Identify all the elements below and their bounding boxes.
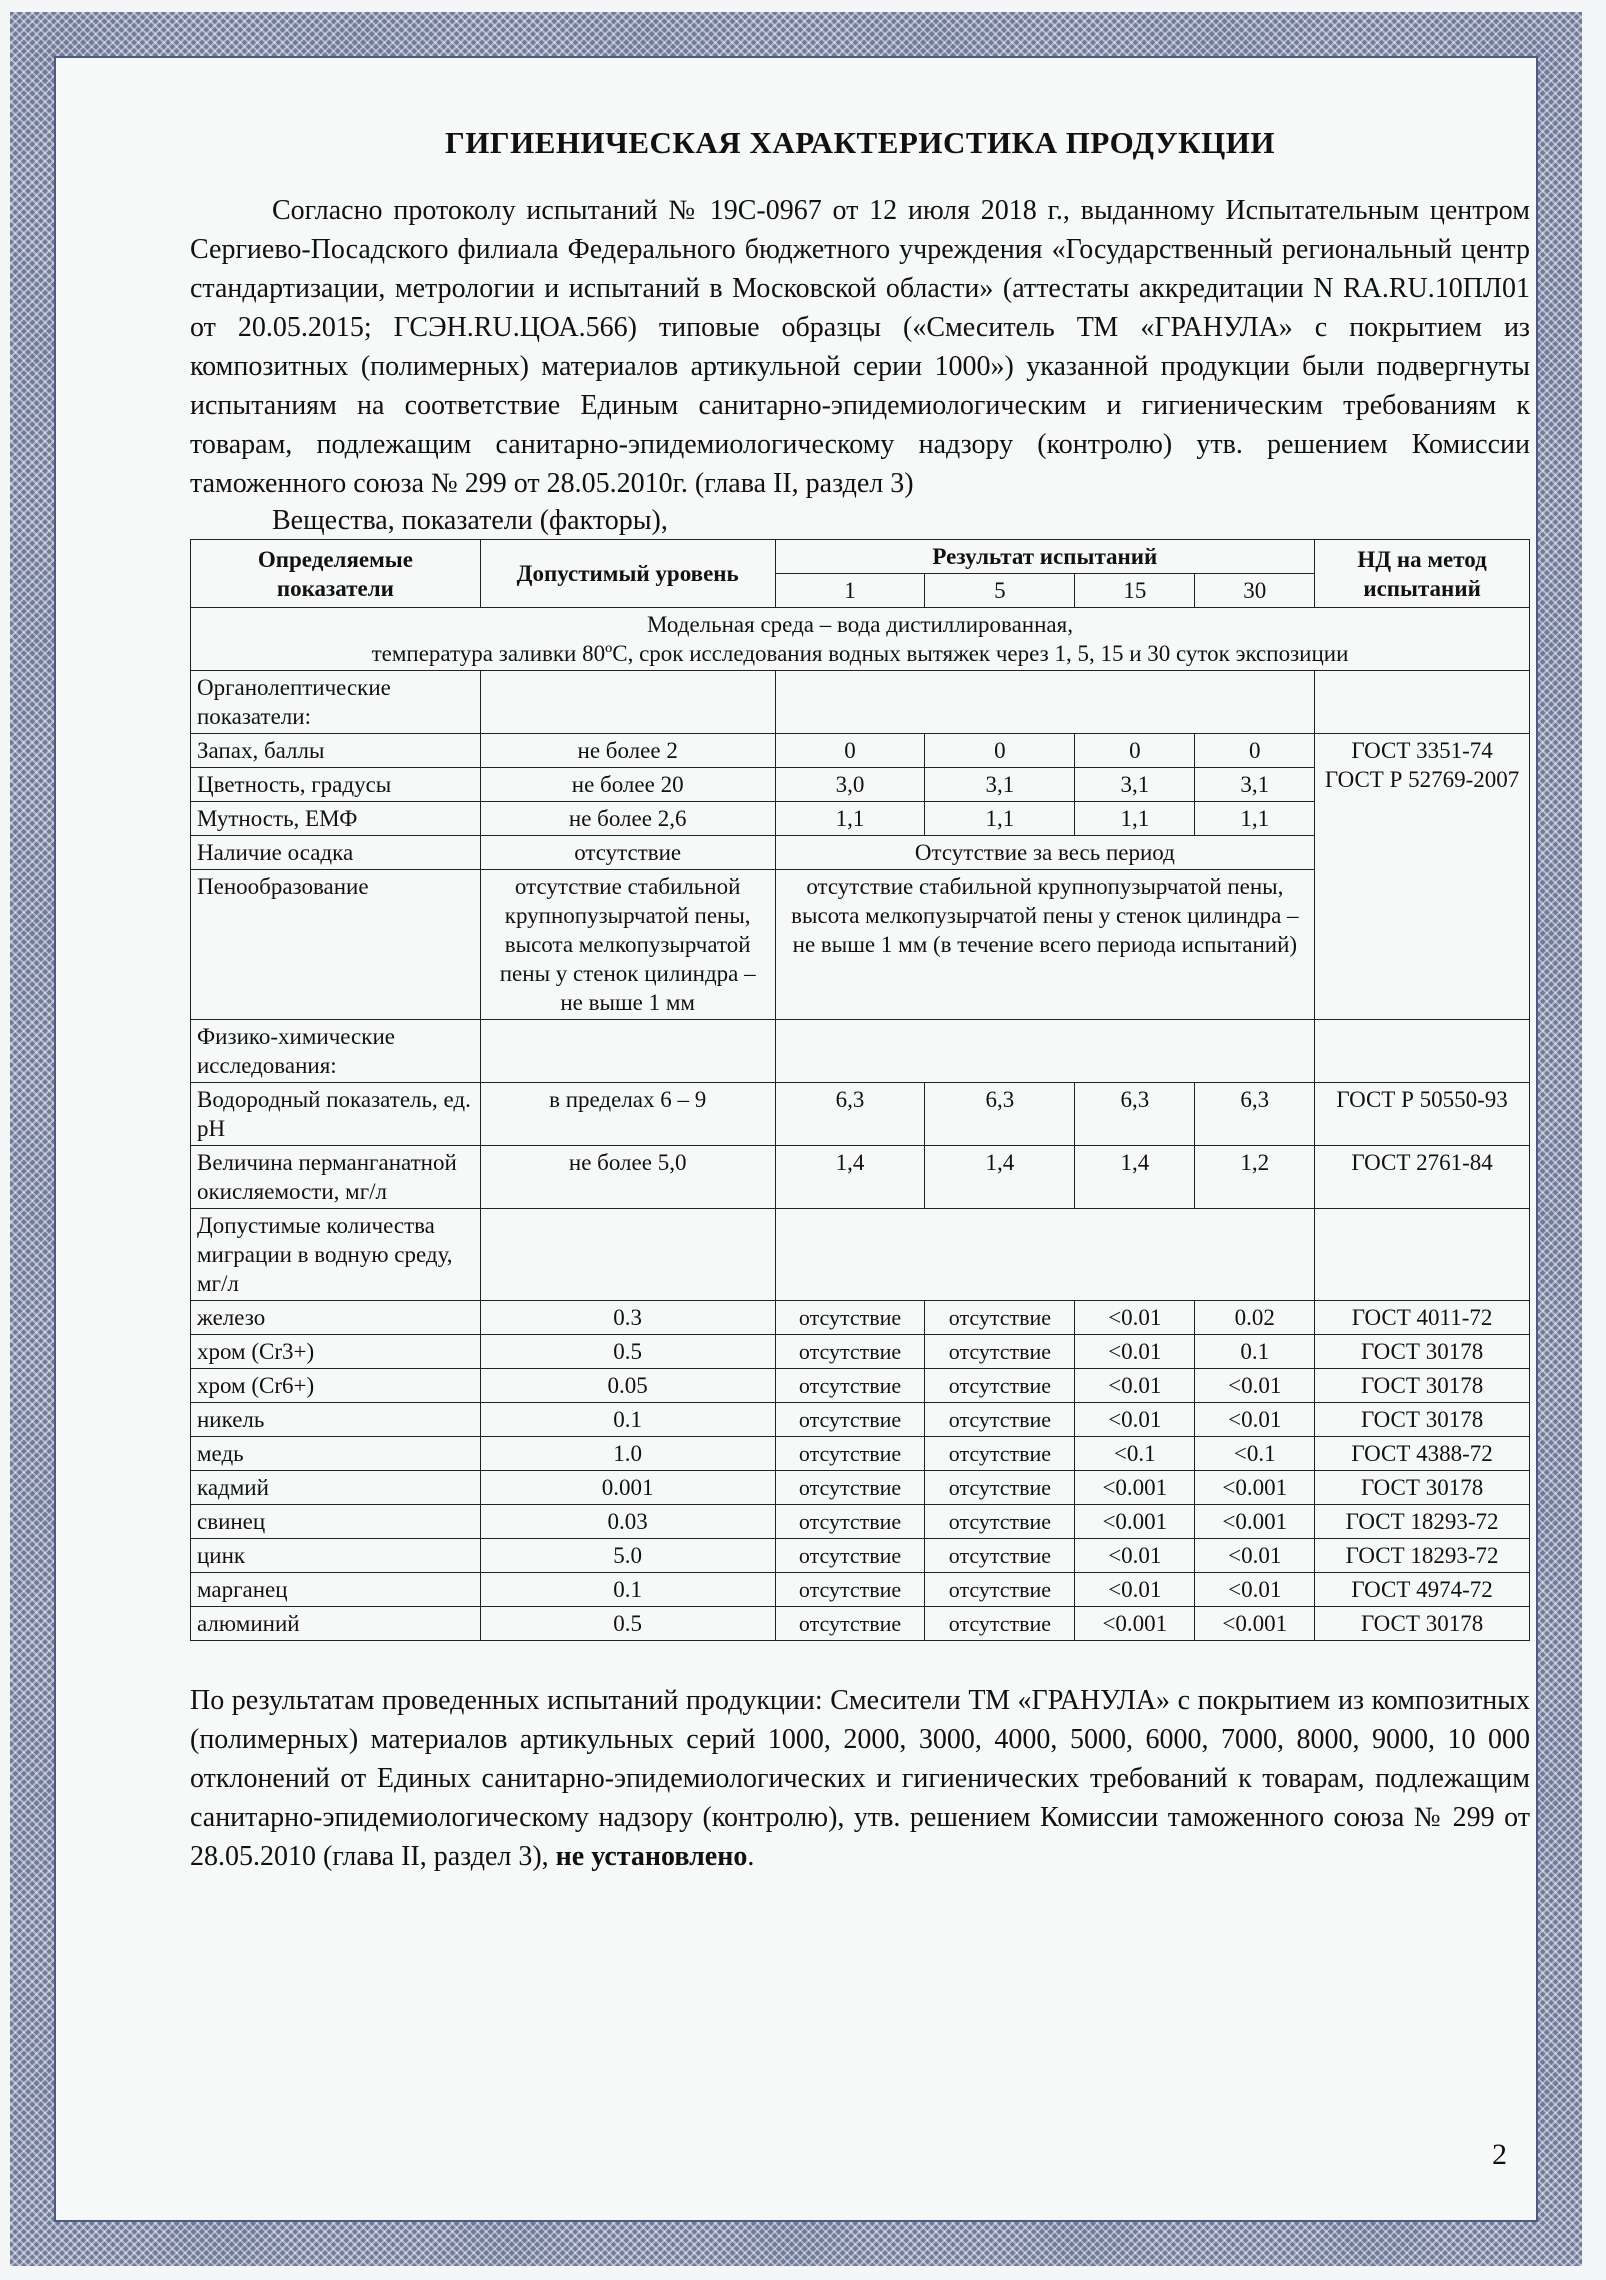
medium-line-2: температура заливки 80ºС, срок исследования водных вытяжек через 1, 5, 15 и 30 суток экспозиции [371, 641, 1349, 666]
table-row [191, 1301, 1530, 1335]
result-value: 0 [925, 734, 1075, 768]
allowed-level: 0.5 [480, 1335, 775, 1369]
indicator-name: Цветность, градусы [191, 768, 481, 802]
result-value: 1,1 [1195, 802, 1315, 836]
table-row [191, 1369, 1530, 1403]
indicator-name: Величина перманганатной окисляемости, мг/л [191, 1146, 481, 1209]
result-value: 0 [1075, 734, 1195, 768]
allowed-level: 1.0 [480, 1437, 775, 1471]
conclusion-verdict: не установлено [555, 1841, 748, 1872]
indicator-name: цинк [191, 1539, 481, 1573]
method-standard: ГОСТ 30178 [1315, 1607, 1530, 1641]
method-standard: ГОСТ 2761-84 [1315, 1146, 1530, 1209]
allowed-level: 0.03 [480, 1505, 775, 1539]
indicator-name: алюминий [191, 1607, 481, 1641]
table-row [191, 1539, 1530, 1573]
table-row [191, 734, 1530, 768]
result-value: 0 [1195, 734, 1315, 768]
table-row [191, 1146, 1530, 1209]
result-value: 3,1 [1075, 768, 1195, 802]
indicator-name: Запах, баллы [191, 734, 481, 768]
result-value: <0.001 [1075, 1471, 1195, 1505]
result-value: 3,1 [925, 768, 1075, 802]
result-value: отсутствие [775, 1369, 925, 1403]
result-value: 3,0 [775, 768, 925, 802]
result-value: <0.1 [1075, 1437, 1195, 1471]
indicator-name: Мутность, ЕМФ [191, 802, 481, 836]
result-value: 1,4 [1075, 1146, 1195, 1209]
result-value: 1,1 [925, 802, 1075, 836]
method-standard: ГОСТ 30178 [1315, 1335, 1530, 1369]
allowed-level: отсутствие [480, 836, 775, 870]
result-value: отсутствие [775, 1301, 925, 1335]
result-value: <0.001 [1195, 1471, 1315, 1505]
indicator-name: медь [191, 1437, 481, 1471]
table-row [191, 1083, 1530, 1146]
result-value: отсутствие [925, 1539, 1075, 1573]
result-value: <0.01 [1195, 1539, 1315, 1573]
result-value: отсутствие [775, 1607, 925, 1641]
result-value: отсутствие [775, 1539, 925, 1573]
result-value: <0.001 [1195, 1607, 1315, 1641]
method-standard: ГОСТ 3351-74 ГОСТ Р 52769-2007 [1315, 734, 1530, 1020]
allowed-level: 0.1 [480, 1403, 775, 1437]
method-standard: ГОСТ 4388-72 [1315, 1437, 1530, 1471]
section-heading: Допустимые количества миграции в водную среду, мг/л [191, 1209, 481, 1301]
allowed-level: отсутствие стабильной крупнопузырчатой пены, высота мелкопузырчатой пены у стенок цилиндра – не выше 1 мм [480, 870, 775, 1020]
result-value: 1,4 [775, 1146, 925, 1209]
header-results: Результат испытаний [775, 540, 1315, 574]
result-value: <0.001 [1075, 1607, 1195, 1641]
header-day: 5 [925, 574, 1075, 608]
result-value: 0 [775, 734, 925, 768]
result-value: отсутствие [925, 1301, 1075, 1335]
result-value: Отсутствие за весь период [775, 836, 1315, 870]
header-day: 15 [1075, 574, 1195, 608]
indicator-name: хром (Cr3+) [191, 1335, 481, 1369]
method-standard: ГОСТ 4011-72 [1315, 1301, 1530, 1335]
conclusion-end: . [747, 1841, 755, 1872]
result-value: 6,3 [925, 1083, 1075, 1146]
result-value: отсутствие [775, 1437, 925, 1471]
result-value: 6,3 [775, 1083, 925, 1146]
result-value: <0.01 [1075, 1573, 1195, 1607]
indicator-name: железо [191, 1301, 481, 1335]
indicator-name: никель [191, 1403, 481, 1437]
allowed-level: не более 20 [480, 768, 775, 802]
result-value: 1,1 [775, 802, 925, 836]
intro-paragraph: Согласно протоколу испытаний № 19С-0967 от 12 июля 2018 г., выданному Испытательным центром Сергиево-Посадского филиала Федерального бюджетного учреждения «Государственный региональный центр стандартизации, метрологии и испытаний в Московской области» (аттестаты аккредитации N RA.RU.10ПЛ01 от 20.05.2015; ГСЭН.RU.ЦОА.566) типовые образцы («Смеситель ТМ «ГРАНУЛА» с покрытием из композитных (полимерных) материалов артикульной серии 1000») указанной продукции были подвергнуты испытаниям на соответствие Единым санитарно-эпидемиологическим и гигиеническим требованиям к товарам, подлежащим санитарно-эпидемиологическому надзору (контролю) утв. решением Комиссии таможенного союза № 299 от 28.05.2010г. (глава II, раздел 3) [190, 195, 1530, 499]
section-row [191, 1209, 1530, 1301]
method-standard: ГОСТ 30178 [1315, 1369, 1530, 1403]
medium-line-1: Модельная среда – вода дистиллированная, [647, 612, 1073, 637]
result-value: отсутствие [925, 1369, 1075, 1403]
result-value: отсутствие [775, 1505, 925, 1539]
section-heading: Органолептические показатели: [191, 671, 481, 734]
method-standard: ГОСТ 18293-72 [1315, 1539, 1530, 1573]
allowed-level: 0.1 [480, 1573, 775, 1607]
result-value: <0.01 [1075, 1403, 1195, 1437]
allowed-level: 0.05 [480, 1369, 775, 1403]
indicator-name: Пенообразование [191, 870, 481, 1020]
table-row [191, 1607, 1530, 1641]
result-value: отсутствие [775, 1335, 925, 1369]
result-value: <0.001 [1075, 1505, 1195, 1539]
result-value: 0.1 [1195, 1335, 1315, 1369]
result-value: 1,4 [925, 1146, 1075, 1209]
results-table [190, 539, 1530, 1641]
method-standard: ГОСТ Р 50550-93 [1315, 1083, 1530, 1146]
conclusion-text: По результатам проведенных испытаний продукции: Смесители ТМ «ГРАНУЛА» с покрытием из композитных (полимерных) материалов артикульных серий 1000, 2000, 3000, 4000, 5000, 6000, 7000, 8000, 9000, 10 000 отклонений от Единых санитарно-эпидемиологических и гигиенических требований к товарам, подлежащим санитарно-эпидемиологическому надзору (контролю), утв. решением Комиссии таможенного союза № 299 от 28.05.2010 (глава II, раздел 3), [190, 1685, 1530, 1872]
allowed-level: в пределах 6 – 9 [480, 1083, 775, 1146]
header-indicators: Определяемые показатели [191, 540, 481, 608]
header-day: 30 [1195, 574, 1315, 608]
allowed-level: 0.001 [480, 1471, 775, 1505]
document-title: ГИГИЕНИЧЕСКАЯ ХАРАКТЕРИСТИКА ПРОДУКЦИИ [445, 125, 1275, 160]
result-value: <0.01 [1075, 1539, 1195, 1573]
result-value: <0.01 [1075, 1369, 1195, 1403]
section-heading: Физико-химические исследования: [191, 1020, 481, 1083]
indicator-name: хром (Cr6+) [191, 1369, 481, 1403]
result-value: отсутствие [925, 1607, 1075, 1641]
table-row [191, 1505, 1530, 1539]
result-value: 1,2 [1195, 1146, 1315, 1209]
indicator-name: свинец [191, 1505, 481, 1539]
table-row [191, 1573, 1530, 1607]
result-value: 6,3 [1075, 1083, 1195, 1146]
allowed-level: 0.3 [480, 1301, 775, 1335]
result-value: отсутствие [925, 1403, 1075, 1437]
result-value: отсутствие [925, 1335, 1075, 1369]
method-standard: ГОСТ 30178 [1315, 1403, 1530, 1437]
result-value: отсутствие [925, 1471, 1075, 1505]
method-standard: ГОСТ 30178 [1315, 1471, 1530, 1505]
result-value: 1,1 [1075, 802, 1195, 836]
result-value: 6,3 [1195, 1083, 1315, 1146]
allowed-level: не более 5,0 [480, 1146, 775, 1209]
document-content [190, 115, 1530, 1876]
conclusion-paragraph [190, 1681, 1530, 1876]
result-value: отсутствие [775, 1403, 925, 1437]
medium-description [191, 608, 1530, 671]
allowed-level: 5.0 [480, 1539, 775, 1573]
table-row [191, 1471, 1530, 1505]
page-number: 2 [1492, 2138, 1507, 2171]
result-value: 0.02 [1195, 1301, 1315, 1335]
substances-heading: Вещества, показатели (факторы), [272, 505, 668, 536]
metal-rows [191, 1301, 1530, 1641]
result-value: отсутствие [775, 1573, 925, 1607]
result-value: отсутствие [775, 1471, 925, 1505]
result-value: <0.001 [1195, 1505, 1315, 1539]
allowed-level: не более 2 [480, 734, 775, 768]
indicator-name: кадмий [191, 1471, 481, 1505]
result-value: <0.01 [1075, 1335, 1195, 1369]
header-day: 1 [775, 574, 925, 608]
result-value: <0.01 [1195, 1403, 1315, 1437]
table-row [191, 1403, 1530, 1437]
indicator-name: марганец [191, 1573, 481, 1607]
result-value: отсутствие [925, 1573, 1075, 1607]
section-row [191, 671, 1530, 734]
method-standard: ГОСТ 4974-72 [1315, 1573, 1530, 1607]
table-row [191, 1335, 1530, 1369]
result-value: 3,1 [1195, 768, 1315, 802]
result-value: <0.1 [1195, 1437, 1315, 1471]
allowed-level: 0.5 [480, 1607, 775, 1641]
indicator-name: Наличие осадка [191, 836, 481, 870]
result-value: <0.01 [1195, 1573, 1315, 1607]
result-value: отсутствие [925, 1505, 1075, 1539]
result-value: отсутствие [925, 1437, 1075, 1471]
table-row [191, 1437, 1530, 1471]
result-value: <0.01 [1075, 1301, 1195, 1335]
method-standard: ГОСТ 18293-72 [1315, 1505, 1530, 1539]
result-value: <0.01 [1195, 1369, 1315, 1403]
section-row [191, 1020, 1530, 1083]
indicator-name: Водородный показатель, ед. рН [191, 1083, 481, 1146]
header-allowed: Допустимый уровень [480, 540, 775, 608]
header-method: НД на метод испытаний [1315, 540, 1530, 608]
allowed-level: не более 2,6 [480, 802, 775, 836]
result-value: отсутствие стабильной крупнопузырчатой пены, высота мелкопузырчатой пены у стенок цилиндра – не выше 1 мм (в течение всего периода испытаний) [775, 870, 1315, 1020]
